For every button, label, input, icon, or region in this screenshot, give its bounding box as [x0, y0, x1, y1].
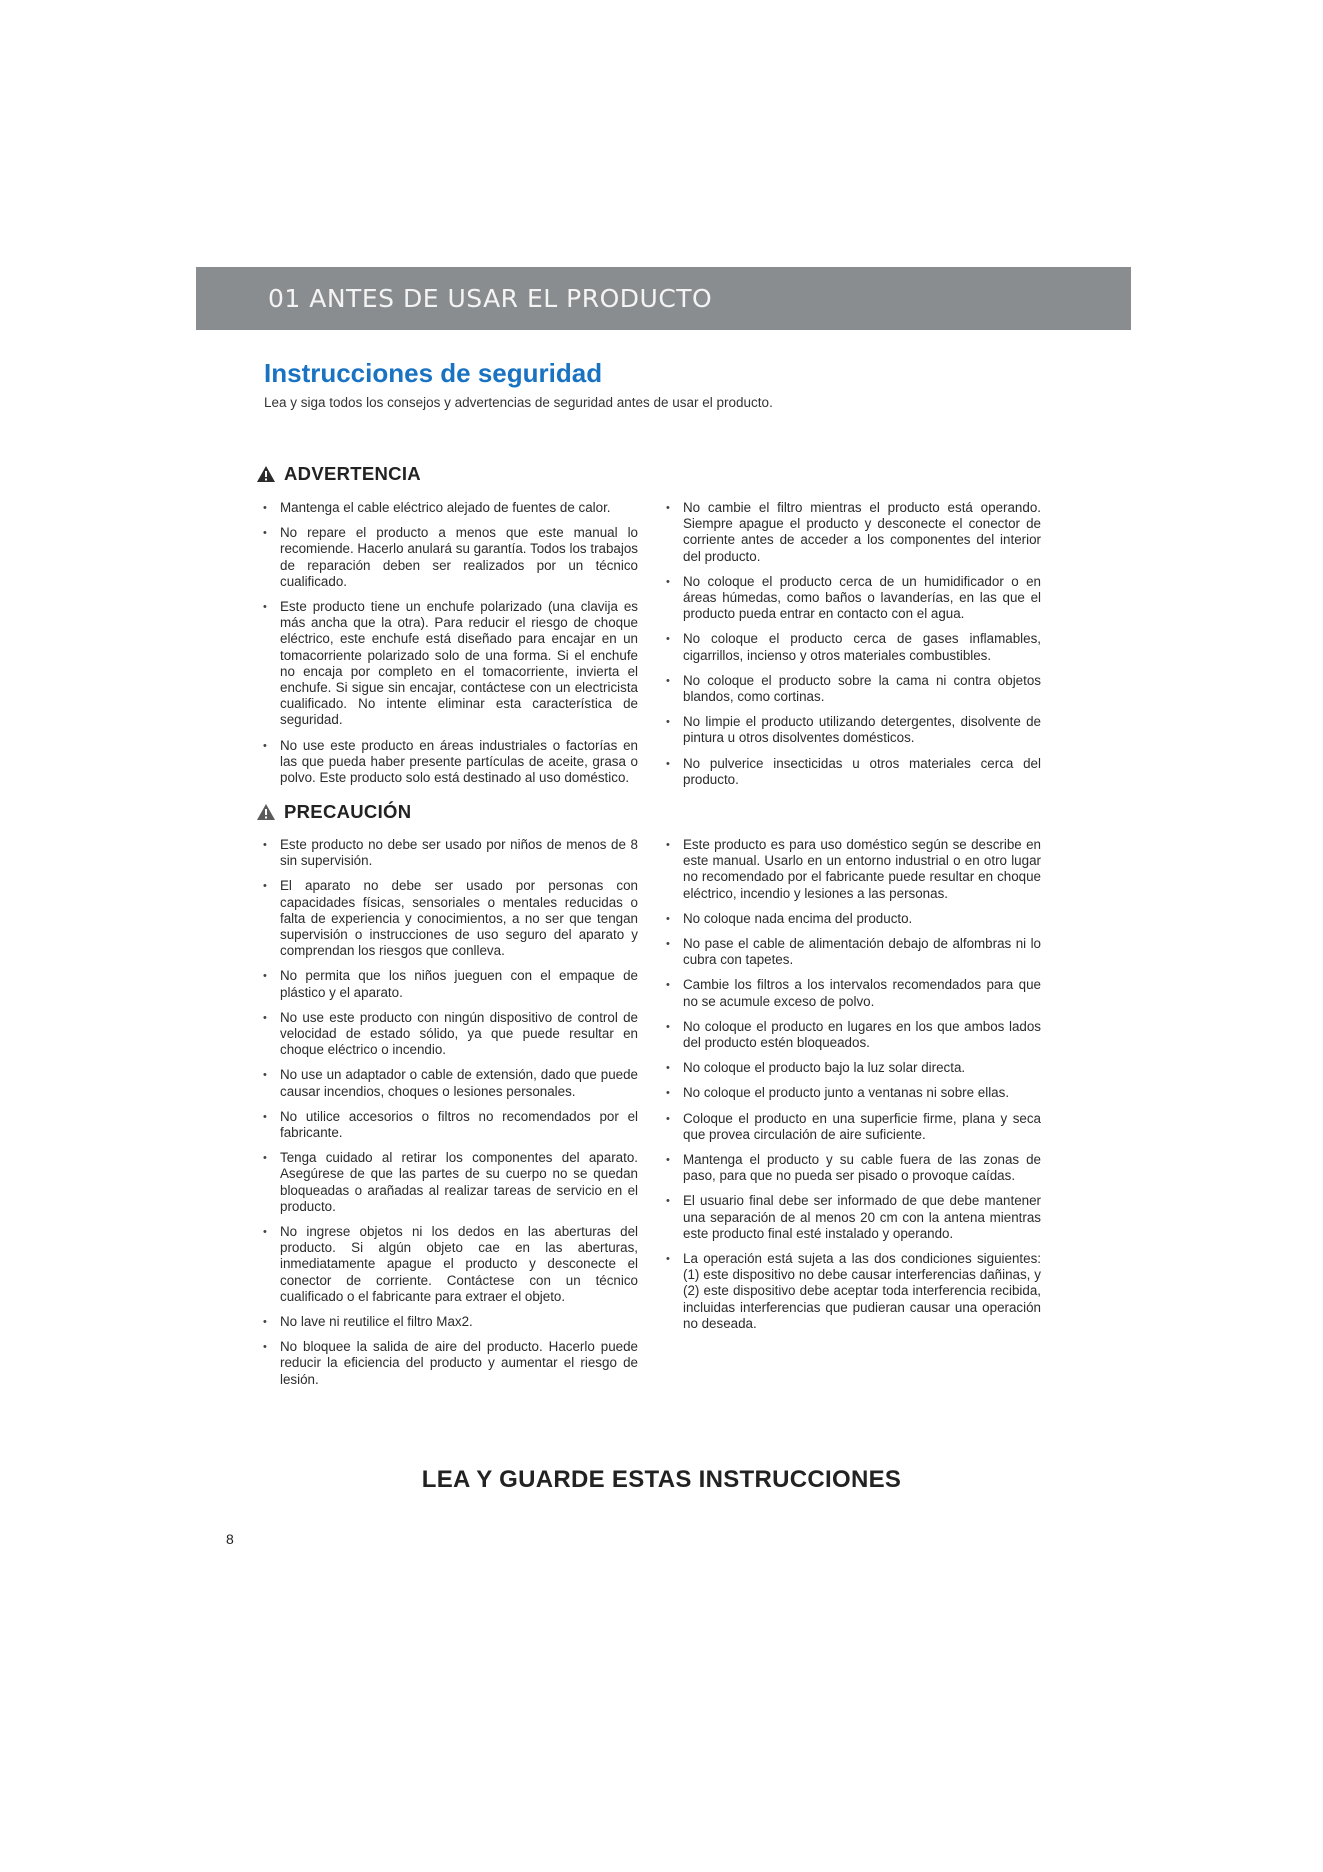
page-number: 8 — [226, 1531, 234, 1547]
caution-triangle-icon — [256, 803, 276, 821]
footer-notice: LEA Y GUARDE ESTAS INSTRUCCIONES — [421, 1466, 902, 1493]
caution-heading — [256, 801, 411, 823]
list-item: • No lave ni reutilice el filtro Max2. — [263, 1314, 638, 1330]
list-item: • No repare el producto a menos que este manual lo recomiende. Hacerlo anulará su garantía. Todos los trabajos de reparación deben ser realizados por un técnico cualificado. — [263, 525, 638, 590]
list-item: • No use este producto en áreas industriales o factorías en las que pueda haber presente partículas de aceite, grasa o polvo. Este producto solo está destinado al uso doméstico. — [263, 738, 638, 787]
list-item: • No coloque el producto sobre la cama ni contra objetos blandos, como cortinas. — [666, 673, 1041, 705]
list-item: • Coloque el producto en una superficie firme, plana y seca que provea circulación de aire suficiente. — [666, 1111, 1041, 1143]
list-item: • El usuario final debe ser informado de que debe mantener una separación de al menos 20 cm con la antena mientras este producto final esté instalado y operando. — [666, 1193, 1041, 1242]
caution-heading-label: PRECAUCIÓN — [284, 801, 412, 822]
list-item: • La operación está sujeta a las dos condiciones siguientes: (1) este dispositivo no debe causar interferencias dañinas, y (2) este dispositivo debe aceptar toda interferencia recibida, incluidas interferencias que pudieran causar una operación no deseada. — [666, 1251, 1041, 1332]
list-item: • Este producto es para uso doméstico según se describe en este manual. Usarlo en un entorno industrial o en otro lugar no recomendado por el fabricante puede resultar en choque eléctrico, incendio y lesiones a las personas. — [666, 837, 1041, 902]
list-item: • No coloque el producto en lugares en los que ambos lados del producto estén bloqueados. — [666, 1019, 1041, 1051]
list-item: • No bloquee la salida de aire del producto. Hacerlo puede reducir la eficiencia del producto y aumentar el riesgo de lesión. — [263, 1339, 638, 1388]
list-item: • Este producto tiene un enchufe polarizado (una clavija es más ancha que la otra). Para reducir el riesgo de choque eléctrico, este enchufe está diseñado para encajar en un tomacorriente polarizado solo de una forma. Si el enchufe no encaja por completo en el tomacorriente, invierta el enchufe. Si sigue sin encajar, contáctese con un electricista cualificado. No intente eliminar esta característica de seguridad. — [263, 599, 638, 729]
list-item: • Mantenga el cable eléctrico alejado de fuentes de calor. — [263, 500, 638, 516]
list-item: • No coloque el producto cerca de un humidificador o en áreas húmedas, como baños o lavanderías, en las que el producto pueda entrar en contacto con el agua. — [666, 574, 1041, 623]
list-item: • No coloque el producto bajo la luz solar directa. — [666, 1060, 1041, 1076]
list-item: • No cambie el filtro mientras el producto está operando. Siempre apague el producto y desconecte el conector de corriente antes de acceder a los componentes del interior del producto. — [666, 500, 1041, 565]
list-item: • No coloque el producto cerca de gases inflamables, cigarrillos, incienso y otros materiales combustibles. — [666, 631, 1041, 663]
warning-list-right — [666, 500, 1041, 797]
list-item: • No permita que los niños jueguen con el empaque de plástico y el aparato. — [263, 968, 638, 1000]
section-subtitle: Lea y siga todos los consejos y advertencias de seguridad antes de usar el producto. — [264, 395, 773, 410]
list-item: • No use un adaptador o cable de extensión, dado que puede causar incendios, choques o lesiones personales. — [263, 1067, 638, 1099]
caution-list-right — [666, 837, 1041, 1341]
list-item: • No coloque el producto junto a ventanas ni sobre ellas. — [666, 1085, 1041, 1101]
list-item: • Tenga cuidado al retirar los componentes del aparato. Asegúrese de que las partes de su cuerpo no se quedan bloqueadas o arañadas al realizar tareas de servicio en el producto. — [263, 1150, 638, 1215]
warning-list-left — [263, 500, 638, 795]
chapter-banner — [196, 267, 1131, 330]
section-title: Instrucciones de seguridad — [264, 358, 603, 388]
list-item: • No utilice accesorios o filtros no recomendados por el fabricante. — [263, 1109, 638, 1141]
warning-triangle-icon — [256, 465, 276, 483]
list-item: • Cambie los filtros a los intervalos recomendados para que no se acumule exceso de polvo. — [666, 977, 1041, 1009]
list-item: • Este producto no debe ser usado por niños de menos de 8 sin supervisión. — [263, 837, 638, 869]
list-item: • No use este producto con ningún dispositivo de control de velocidad de estado sólido, ya que puede resultar en choque eléctrico o incendio. — [263, 1010, 638, 1059]
list-item: • No limpie el producto utilizando detergentes, disolvente de pintura u otros disolventes domésticos. — [666, 714, 1041, 746]
list-item: • No ingrese objetos ni los dedos en las aberturas del producto. Si algún objeto cae en las aberturas, inmediatamente apague el producto y desconecte el conector de corriente. Contáctese con un técnico cualificado o el fabricante para extraer el objeto. — [263, 1224, 638, 1305]
list-item: • El aparato no debe ser usado por personas con capacidades físicas, sensoriales o mentales reducidas o falta de experiencia y conocimientos, a no ser que tengan supervisión o instrucciones de uso seguro del aparato y comprendan los riesgos que conlleva. — [263, 878, 638, 959]
list-item: • No pase el cable de alimentación debajo de alfombras ni lo cubra con tapetes. — [666, 936, 1041, 968]
chapter-title: 01 ANTES DE USAR EL PRODUCTO — [268, 284, 713, 313]
list-item: • No coloque nada encima del producto. — [666, 911, 1041, 927]
list-item: • Mantenga el producto y su cable fuera de las zonas de paso, para que no pueda ser pisado o provoque caídas. — [666, 1152, 1041, 1184]
warning-heading — [256, 463, 421, 485]
caution-list-left — [263, 837, 638, 1397]
warning-heading-label: ADVERTENCIA — [284, 463, 421, 484]
list-item: • No pulverice insecticidas u otros materiales cerca del producto. — [666, 756, 1041, 788]
